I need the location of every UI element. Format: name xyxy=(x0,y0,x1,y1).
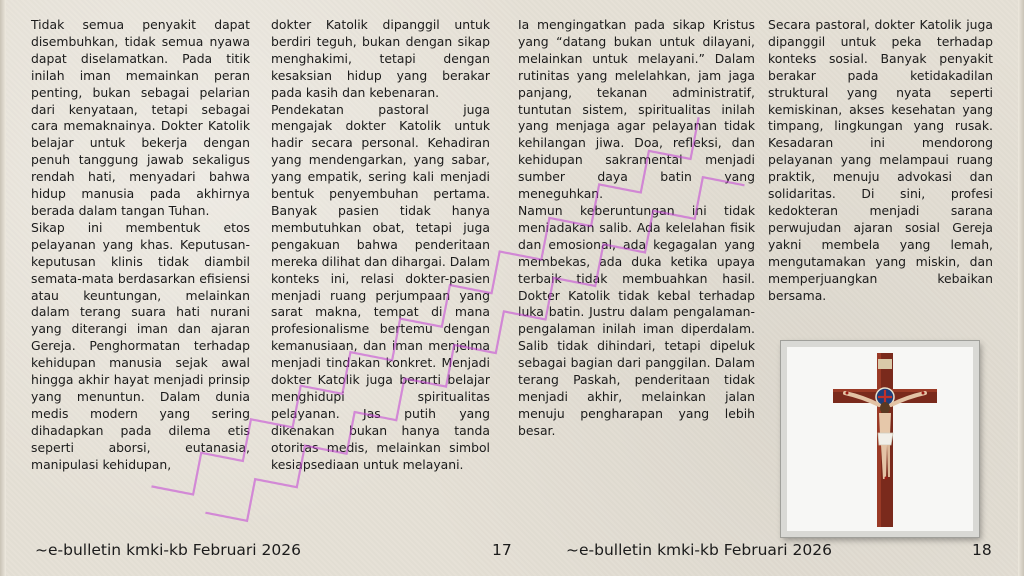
paragraph: Ia mengingatkan pada sikap Kristus yang “datang bukan untuk dilayani, melainkan untuk melayani.” Dalam rutinitas yang melelahkan, jam jaga panjang, tekanan administratif, tuntutan sistem, spiritualitas inilah yang menjaga agar pelayanan tidak kehilangan jiwa. Doa, refleksi, dan kehidupan sakramental menjadi sumber daya batin yang meneguhkan. xyxy=(518,17,755,202)
footer-label-left: ~e-bulletin kmki-kb Februari 2026 xyxy=(35,541,301,559)
paragraph: dokter Katolik dipanggil untuk berdiri teguh, bukan dengan sikap menghakimi, tetapi dengan kesaksian hidup yang berakar pada kasih dan kebenaran. xyxy=(271,17,490,100)
paragraph: Tidak semua penyakit dapat disembuhkan, tidak semua nyawa dapat diselamatkan. Pada titik inilah iman memainkan peran penting, bukan sebagai pelarian dari kenyataan, tetapi sebagai cara memaknainya. Dokter Katolik belajar untuk bekerja dengan penuh tanggung jawab sekaligus rendah hati, menyadari bahwa hidup manusia pada akhirnya berada dalam tangan Tuhan. xyxy=(31,17,250,218)
paragraph: Sikap ini membentuk etos pelayanan yang khas. Keputusan-keputusan klinis tidak diambil semata-mata berdasarkan efisiensi atau keuntungan, melainkan dalam terang suara hati nurani yang diterangi iman dan ajaran Gereja. Penghormatan terhadap kehidupan manusia sejak awal hingga akhir hayat menjadi prinsip yang menuntun. Dalam dunia medis modern yang sering dihadapkan pada dilema etis seperti aborsi, eutanasia, manipulasi kehidupan, xyxy=(31,219,250,472)
column-4 xyxy=(768,17,993,304)
crucifix-photo xyxy=(781,341,979,537)
column-1 xyxy=(31,17,250,473)
paragraph: Namun keberuntungan ini tidak meniadakan salib. Ada kelelahan fisik dan emosional, ada kegagalan yang membekas, ada duka ketika upaya terbaik tidak membuahkan hasil. Dokter Katolik tidak kebal terhadap luka batin. Justru dalam pengalaman-pengalaman inilah iman diperdalam. Salib tidak dihindari, tetapi dipeluk sebagai bagian dari panggilan. Dalam terang Paskah, penderitaan tidak menjadi akhir, melainkan jalan menuju pengharapan yang lebih besar. xyxy=(518,202,755,438)
left-page-edge xyxy=(0,0,6,576)
crucifix-icon xyxy=(787,347,973,531)
right-page-edge xyxy=(1018,0,1024,576)
column-3 xyxy=(518,17,755,440)
footer-label-right: ~e-bulletin kmki-kb Februari 2026 xyxy=(566,541,832,559)
column-2 xyxy=(271,17,490,473)
paragraph: Pendekatan pastoral juga mengajak dokter Katolik untuk hadir secara personal. Kehadiran yang mendengarkan, yang sabar, yang empatik, sering kali menjadi bentuk penyembuhan pertama. Banyak pasien tidak hanya membutuhkan obat, tetapi juga pengakuan bahwa penderitaan mereka dilihat dan dihargai. Dalam konteks ini, relasi dokter-pasien menjadi ruang perjumpaan yang sarat makna, tempat di mana profesionalisme bertemu dengan kemanusiaan, dan iman menjelma menjadi tindakan konkret. Menjadi dokter Katolik juga berarti belajar menghidupi spiritualitas pelayanan. Jas putih yang dikenakan bukan hanya tanda otoritas medis, melainkan simbol kesiapsediaan untuk melayani. xyxy=(271,101,490,472)
page-number-right: 18 xyxy=(972,541,992,559)
page-number-left: 17 xyxy=(492,541,512,559)
paragraph: Secara pastoral, dokter Katolik juga dipanggil untuk peka terhadap konteks sosial. Banyak penyakit berakar pada ketidakadilan struktural yang nyata seperti kemiskinan, akses kesehatan yang timpang, lingkungan yang rusak. Kesadaran ini mendorong pelayanan yang melampaui ruang praktik, menuju advokasi dan solidaritas. Di sini, profesi kedokteran menjadi sarana perwujudan ajaran sosial Gereja yakni membela yang lemah, mengutamakan yang miskin, dan memperjuangkan kebaikan bersama. xyxy=(768,17,993,303)
